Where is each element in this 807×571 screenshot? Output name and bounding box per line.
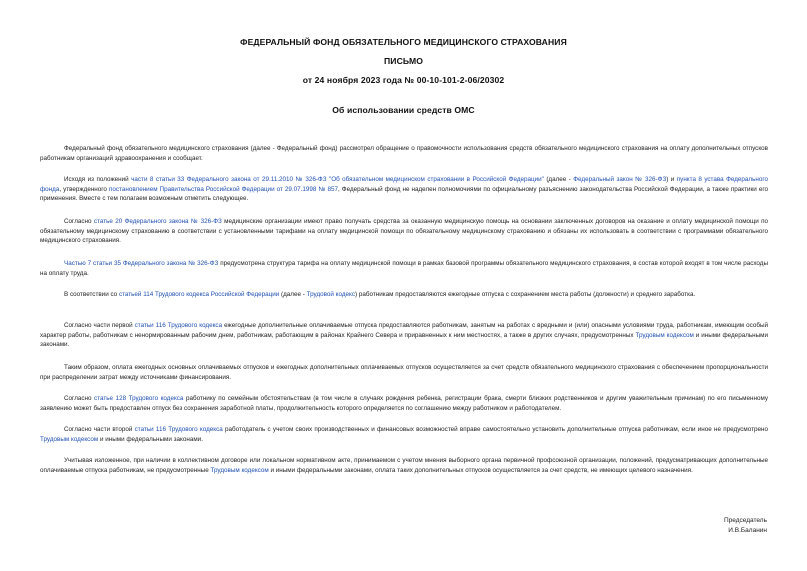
paragraph-4 xyxy=(40,259,768,278)
legal-reference-link[interactable]: статьи 116 Трудового кодекса xyxy=(134,322,223,329)
document-date-number: от 24 ноября 2023 года № 00-10-101-2-06/20302 xyxy=(302,75,505,85)
paragraph-text: предусмотрена структура тарифа на оплату медицинской помощи в рамках базовой программы обязательного медицинского страхования, в состав которой входят в том числе расходы на оплату труда. xyxy=(40,260,769,277)
legal-reference-link[interactable]: постановлением Правительства Российской Федерации от 29.07.1998 № 857 xyxy=(108,185,339,193)
legal-reference-link[interactable]: Федеральный закон № 326-ФЗ xyxy=(573,176,667,183)
legal-reference-link[interactable]: Трудовым кодексом xyxy=(635,331,694,339)
paragraph-2 xyxy=(40,175,768,204)
paragraph-text: и иными федеральными законами, оплата таких дополнительных отпусков осуществляется за счет средств, не имеющих целевого назначения. xyxy=(268,466,693,474)
paragraph-9 xyxy=(40,425,768,444)
paragraph-7 xyxy=(40,363,768,382)
paragraph-text: и иными федеральными законами. xyxy=(98,435,203,443)
legal-reference-link[interactable]: Частью 7 статьи 35 Федерального закона № 326-ФЗ xyxy=(64,260,219,267)
paragraph-text: Федеральный фонд обязательного медицинского страхования (далее - Федеральный фонд) рассмотрел обращение о правомочности использования средств обязательного медицинского страхования на оплату дополнительных отпусков работникам организаций здравоохранения и сообщает. xyxy=(40,145,768,162)
paragraph-text: В соответствии со xyxy=(64,291,119,298)
signature-name: И.В.Баланин xyxy=(728,527,767,534)
legal-reference-link[interactable]: пункта 8 устава Федерального фонда xyxy=(40,176,769,193)
signature-block xyxy=(724,516,767,536)
organization-title: ФЕДЕРАЛЬНЫЙ ФОНД ОБЯЗАТЕЛЬНОГО МЕДИЦИНСКОГО СТРАХОВАНИЯ xyxy=(240,37,567,47)
paragraph-text: Учитывая изложенное, при наличии в коллективном договоре или локальном нормативном акте, принимаемом с учетом мнения выборного органа первичной профсоюзной организации, положений, предусматривающих дополнительные оплачиваемые отпуска работникам, не предусмотренные xyxy=(40,457,768,474)
paragraph-text: ) работникам предоставляются ежегодные отпуска с сохранением места работы (должности) и среднего заработка. xyxy=(355,291,696,298)
document-subject: Об использовании средств ОМС xyxy=(332,105,475,115)
paragraph-text: (далее - xyxy=(543,176,574,183)
paragraph-1 xyxy=(40,144,768,163)
paragraph-text: Согласно xyxy=(64,395,95,402)
document-type: ПИСЬМО xyxy=(384,56,423,66)
paragraph-text: , Федеральный фонд не наделен полномочиями по официальному разъяснению законодательства Российской Федерации, а также практики его применения. Вместе с тем полагаем возможным отметить следующее. xyxy=(40,185,768,203)
paragraph-text: ) и xyxy=(666,176,677,183)
paragraph-text: работнику по семейным обстоятельствам (в том числе в случаях рождения ребенка, регистрации брака, смерти близких родственников и другим уважительным причинам) по его письменному заявлению может быть предоставлен отпуск без сохранения заработной платы, продолжительность которого определяется по соглашению между работником и работодателем. xyxy=(40,395,769,412)
paragraph-6 xyxy=(40,321,768,350)
paragraph-text: Согласно части второй xyxy=(64,426,135,433)
legal-reference-link[interactable]: Трудовым кодексом xyxy=(210,466,269,474)
paragraph-text: Согласно части первой xyxy=(64,322,135,329)
paragraph-10 xyxy=(40,456,768,475)
paragraph-text: (далее - xyxy=(279,291,307,298)
legal-reference-link[interactable]: статье 20 Федерального закона № 326-ФЗ xyxy=(93,218,222,225)
paragraph-text: Таким образом, оплата ежегодных основных оплачиваемых отпусков и ежегодных дополнительных оплачиваемых отпусков осуществляется за счет средств обязательного медицинского страхования с обеспечением пропорциональности при распределении затрат между источниками финансирования. xyxy=(40,364,768,381)
legal-reference-link[interactable]: статьи 116 Трудового кодекса xyxy=(134,426,223,433)
legal-reference-link[interactable]: Трудовым кодексом xyxy=(40,435,99,443)
legal-reference-link[interactable]: Трудовой кодекс xyxy=(306,291,356,298)
paragraph-text: работодатель с учетом своих производственных и финансовых возможностей вправе самостоятельно установить дополнительные отпуска работникам, если иное не предусмотрено xyxy=(222,426,768,433)
paragraph-text: и иными федеральными законами. xyxy=(40,331,768,349)
legal-reference-link[interactable]: статьей 114 Трудового кодекса Российской Федерации xyxy=(118,291,280,298)
paragraph-text: ежегодные дополнительные оплачиваемые отпуска предоставляются работникам, занятым на работах с вредными и (или) опасными условиями труда, работникам, имеющим особый характер работы, работникам с ненормированным рабочим днем, работникам, работающим в районах Крайнего Севера и приравненных к ним местностях, а также в других случаях, предусмотренных xyxy=(40,322,768,339)
paragraph-text: , утвержденного xyxy=(59,185,109,193)
paragraph-text: Исходя из положений xyxy=(64,176,132,183)
signature-position: Председатель xyxy=(723,517,767,524)
legal-reference-link[interactable]: статье 128 Трудового кодекса xyxy=(94,395,184,402)
paragraph-8 xyxy=(40,394,768,413)
paragraph-3 xyxy=(40,217,768,246)
paragraph-text: Согласно xyxy=(64,218,94,225)
paragraph-text: медицинские организации имеют право получать средства за оказанную медицинскую помощь на основании заключенных договоров на оказание и оплату медицинской помощи по обязательному медицинскому страхованию в соответствии с установленными тарифами на оплату медицинской помощи по обязательному медицинскому страхованию и обязаны их использовать в соответствии с программами обязательного медицинского страхования. xyxy=(40,218,768,245)
legal-reference-link[interactable]: части 8 статьи 33 Федерального закона от 29.11.2010 № 326-ФЗ "Об обязательном медицинском страховании в Российской Федерации" xyxy=(131,176,544,183)
paragraph-5 xyxy=(40,290,768,300)
